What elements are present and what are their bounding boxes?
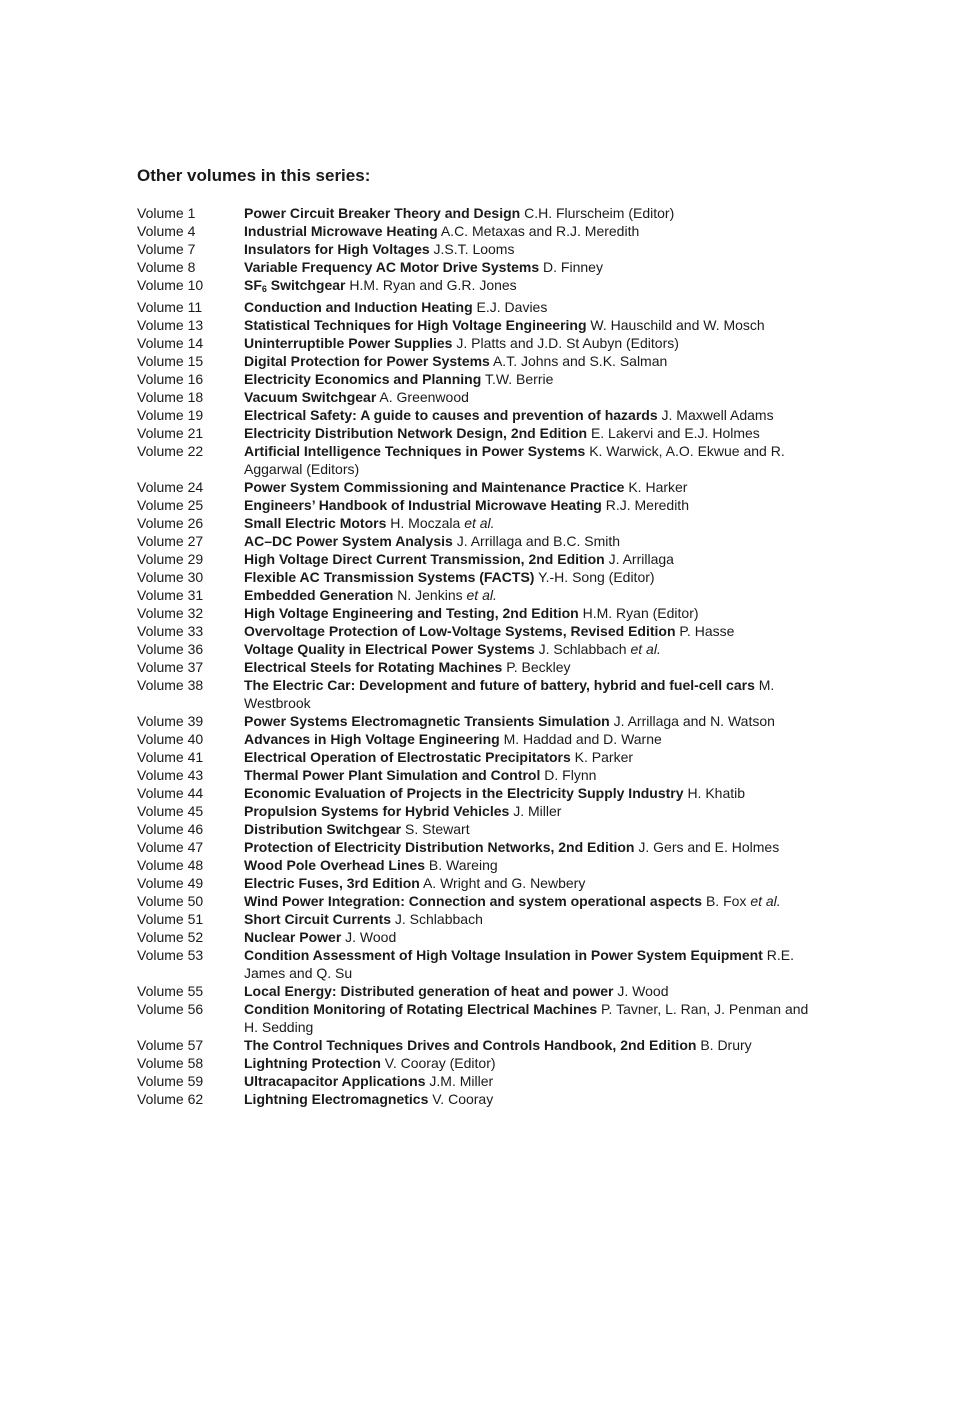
- volume-entry: [137, 748, 817, 766]
- volume-authors: J. Gers and E. Holmes: [638, 839, 780, 855]
- volume-title: [244, 497, 602, 513]
- volume-entry: [137, 838, 817, 856]
- volume-title: [244, 425, 587, 441]
- volume-title-text: Digital Protection for Power Systems: [244, 353, 490, 369]
- volume-description: [244, 928, 817, 946]
- volume-authors: E. Lakervi and E.J. Holmes: [590, 425, 760, 441]
- volume-title-text: Flexible AC Transmission Systems (FACTS): [244, 569, 535, 585]
- volume-title: [244, 551, 605, 567]
- volume-authors: D. Finney: [543, 259, 603, 275]
- volume-title: [244, 587, 393, 603]
- volume-title: [244, 785, 684, 801]
- volume-description: [244, 838, 817, 856]
- volume-number: Volume 29: [137, 551, 204, 567]
- volume-entry: [137, 532, 817, 550]
- volume-number: Volume 19: [137, 407, 204, 423]
- volume-entry: [137, 820, 817, 838]
- volume-authors-etal: et al.: [750, 893, 781, 909]
- volume-authors: Y.-H. Song (Editor): [538, 569, 655, 585]
- volume-title: [244, 259, 539, 275]
- volume-number: Volume 14: [137, 335, 204, 351]
- volume-entry: [137, 1036, 817, 1054]
- volume-title: [244, 479, 624, 495]
- volume-description: [244, 1000, 817, 1036]
- volume-title: [244, 677, 755, 693]
- volume-number: Volume 52: [137, 929, 204, 945]
- volume-entry: [137, 550, 817, 568]
- volume-title: [244, 623, 676, 639]
- volume-description: [244, 622, 817, 640]
- volume-authors: K. Warwick, A.O. Ekwue and R. Aggarwal (Editors): [244, 443, 785, 477]
- volume-description: [244, 910, 817, 928]
- volume-number: Volume 22: [137, 443, 204, 459]
- volume-description: [244, 334, 817, 352]
- volume-title-text: Small Electric Motors: [244, 515, 387, 531]
- volume-entry: [137, 640, 817, 658]
- volume-number: Volume 13: [137, 317, 204, 333]
- volume-authors: P. Beckley: [506, 659, 571, 675]
- volume-title: [244, 569, 534, 585]
- volume-authors: W. Hauschild and W. Mosch: [590, 317, 765, 333]
- volume-authors-etal: et al.: [464, 515, 495, 531]
- series-page: [137, 166, 817, 1108]
- volume-authors: J. Arrillaga: [608, 551, 674, 567]
- volume-description: [244, 352, 817, 370]
- volume-title: [244, 1073, 426, 1089]
- volume-authors: P. Tavner, L. Ran, J. Penman and H. Sedding: [244, 1001, 809, 1035]
- volume-description: [244, 604, 817, 622]
- volume-authors: A. Wright and G. Newbery: [422, 875, 586, 891]
- volume-entry: [137, 352, 817, 370]
- volume-title: [244, 911, 391, 927]
- volume-description: [244, 496, 817, 514]
- volume-number: Volume 55: [137, 983, 204, 999]
- volume-title-text: Thermal Power Plant Simulation and Control: [244, 767, 541, 783]
- volume-title: [244, 605, 579, 621]
- volume-authors: P. Hasse: [679, 623, 735, 639]
- volume-authors: H.M. Ryan (Editor): [582, 605, 699, 621]
- volume-entry: [137, 946, 817, 982]
- volume-entry: [137, 316, 817, 334]
- volume-authors: R.J. Meredith: [605, 497, 689, 513]
- volume-description: [244, 802, 817, 820]
- volume-description: [244, 820, 817, 838]
- volume-title: [244, 875, 420, 891]
- volume-entry: [137, 298, 817, 316]
- volume-title-text: Wood Pole Overhead Lines: [244, 857, 426, 873]
- volume-title-text: Power Systems Electromagnetic Transients Simulation: [244, 713, 610, 729]
- volume-number: Volume 36: [137, 641, 204, 657]
- volume-entry: [137, 676, 817, 712]
- volume-authors: B. Wareing: [428, 857, 498, 873]
- volume-number: Volume 51: [137, 911, 204, 927]
- volume-description: [244, 892, 817, 910]
- volume-number: Volume 4: [137, 223, 196, 239]
- volume-authors: B. Drury: [700, 1037, 752, 1053]
- volume-entry: [137, 658, 817, 676]
- volume-number: Volume 53: [137, 947, 204, 963]
- volume-number: Volume 44: [137, 785, 204, 801]
- volume-description: [244, 514, 817, 532]
- volume-description: [244, 240, 817, 258]
- volume-description: [244, 298, 817, 316]
- volume-entry: [137, 424, 817, 442]
- volume-title-text: Conduction and Induction Heating: [244, 299, 473, 315]
- volume-description: [244, 856, 817, 874]
- volume-number: Volume 30: [137, 569, 204, 585]
- volume-number: Volume 46: [137, 821, 204, 837]
- volume-number: Volume 24: [137, 479, 204, 495]
- volume-description: [244, 276, 817, 298]
- volume-description: [244, 946, 817, 982]
- volume-list: [137, 204, 817, 1108]
- volume-description: [244, 406, 817, 424]
- volume-number: Volume 58: [137, 1055, 204, 1071]
- volume-title: [244, 241, 430, 257]
- volume-entry: [137, 874, 817, 892]
- volume-number: Volume 33: [137, 623, 204, 639]
- volume-title: [244, 533, 453, 549]
- volume-title: [244, 299, 473, 315]
- volume-number: Volume 37: [137, 659, 204, 675]
- volume-authors: A. Greenwood: [379, 389, 469, 405]
- volume-entry: [137, 622, 817, 640]
- volume-authors: V. Cooray: [432, 1091, 494, 1107]
- volume-title-text: Condition Monitoring of Rotating Electrical Machines: [244, 1001, 598, 1017]
- volume-entry: [137, 204, 817, 222]
- volume-authors: H. Moczala: [390, 515, 461, 531]
- volume-title: [244, 821, 401, 837]
- volume-description: [244, 568, 817, 586]
- volume-entry: [137, 712, 817, 730]
- volume-description: [244, 658, 817, 676]
- volume-number: Volume 48: [137, 857, 204, 873]
- volume-authors-etal: et al.: [466, 587, 497, 603]
- volume-title: [244, 983, 614, 999]
- volume-title-text: Electrical Operation of Electrostatic Precipitators: [244, 749, 571, 765]
- volume-entry: [137, 222, 817, 240]
- volume-entry: [137, 514, 817, 532]
- volume-authors: J. Wood: [345, 929, 397, 945]
- volume-title-text: Industrial Microwave Heating: [244, 223, 438, 239]
- volume-title-text: Local Energy: Distributed generation of heat and power: [244, 983, 614, 999]
- volume-title-text: Vacuum Switchgear: [244, 389, 377, 405]
- volume-authors: J. Schlabbach: [394, 911, 483, 927]
- volume-title: [244, 1037, 696, 1053]
- volume-authors: M. Haddad and D. Warne: [503, 731, 662, 747]
- volume-title-text: Protection of Electricity Distribution Networks, 2nd Edition: [244, 839, 635, 855]
- volume-authors: S. Stewart: [405, 821, 470, 837]
- volume-authors: J. Arrillaga and N. Watson: [613, 713, 775, 729]
- volume-number: Volume 27: [137, 533, 204, 549]
- volume-title-text: Advances in High Voltage Engineering: [244, 731, 500, 747]
- volume-title-text: High Voltage Engineering and Testing, 2nd Edition: [244, 605, 579, 621]
- volume-description: [244, 1036, 817, 1054]
- volume-authors: J. Schlabbach: [538, 641, 627, 657]
- volume-description: [244, 712, 817, 730]
- volume-description: [244, 370, 817, 388]
- volume-entry: [137, 370, 817, 388]
- volume-title: [244, 335, 452, 351]
- volume-description: [244, 1072, 817, 1090]
- volume-description: [244, 586, 817, 604]
- volume-entry: [137, 1090, 817, 1108]
- volume-description: [244, 550, 817, 568]
- volume-title: [244, 317, 587, 333]
- volume-title-rest: Switchgear: [266, 277, 346, 293]
- volume-number: Volume 8: [137, 259, 196, 275]
- volume-title: [244, 659, 502, 675]
- volume-description: [244, 874, 817, 892]
- volume-description: [244, 316, 817, 334]
- volume-entry: [137, 478, 817, 496]
- volume-authors: B. Fox: [705, 893, 747, 909]
- volume-entry: [137, 1072, 817, 1090]
- volume-title: [244, 713, 610, 729]
- volume-authors: J. Wood: [617, 983, 669, 999]
- volume-number: Volume 41: [137, 749, 204, 765]
- volume-number: Volume 57: [137, 1037, 204, 1053]
- volume-authors: N. Jenkins: [397, 587, 463, 603]
- volume-title: [244, 929, 341, 945]
- volume-title-text: SF: [244, 277, 262, 293]
- volume-description: [244, 730, 817, 748]
- volume-description: [244, 766, 817, 784]
- volume-authors: T.W. Berrie: [484, 371, 554, 387]
- volume-title: [244, 515, 386, 531]
- volume-title-text: Electrical Steels for Rotating Machines: [244, 659, 503, 675]
- volume-entry: [137, 334, 817, 352]
- volume-title-text: Economic Evaluation of Projects in the Electricity Supply Industry: [244, 785, 684, 801]
- volume-number: Volume 11: [137, 299, 203, 315]
- volume-authors: J. Arrillaga and B.C. Smith: [456, 533, 621, 549]
- volume-description: [244, 1090, 817, 1108]
- volume-number: Volume 43: [137, 767, 204, 783]
- volume-number: Volume 25: [137, 497, 204, 513]
- volume-title: [244, 389, 376, 405]
- volume-title-text: Wind Power Integration: Connection and system operational aspects: [244, 893, 703, 909]
- volume-description: [244, 748, 817, 766]
- volume-entry: [137, 496, 817, 514]
- volume-title: [244, 223, 438, 239]
- volume-title: [244, 1001, 597, 1017]
- volume-title-text: High Voltage Direct Current Transmission, 2nd Edition: [244, 551, 605, 567]
- volume-title-text: Propulsion Systems for Hybrid Vehicles: [244, 803, 510, 819]
- volume-authors: M. Westbrook: [244, 677, 775, 711]
- volume-number: Volume 49: [137, 875, 204, 891]
- volume-authors: K. Harker: [628, 479, 688, 495]
- volume-title-text: Power System Commissioning and Maintenance Practice: [244, 479, 625, 495]
- volume-entry: [137, 730, 817, 748]
- volume-entry: [137, 1054, 817, 1072]
- volume-description: [244, 388, 817, 406]
- volume-number: Volume 32: [137, 605, 204, 621]
- volume-entry: [137, 856, 817, 874]
- volume-number: Volume 45: [137, 803, 204, 819]
- volume-title: [244, 1055, 381, 1071]
- volume-description: [244, 982, 817, 1000]
- volume-number: Volume 18: [137, 389, 204, 405]
- volume-title-text: Lightning Electromagnetics: [244, 1091, 429, 1107]
- volume-number: Volume 56: [137, 1001, 204, 1017]
- volume-authors: K. Parker: [574, 749, 634, 765]
- volume-authors: V. Cooray (Editor): [384, 1055, 496, 1071]
- volume-authors: D. Flynn: [544, 767, 597, 783]
- volume-title-text: Power Circuit Breaker Theory and Design: [244, 205, 521, 221]
- volume-title: [244, 407, 658, 423]
- volume-entry: [137, 802, 817, 820]
- volume-number: Volume 10: [137, 277, 204, 293]
- volume-title-subscript: 6: [261, 284, 267, 294]
- volume-number: Volume 31: [137, 587, 204, 603]
- volume-entry: [137, 982, 817, 1000]
- volume-description: [244, 1054, 817, 1072]
- volume-title: [244, 731, 500, 747]
- volume-title-text: Condition Assessment of High Voltage Insulation in Power System Equipment: [244, 947, 763, 963]
- volume-entry: [137, 406, 817, 424]
- volume-authors: R.E. James and Q. Su: [244, 947, 794, 981]
- volume-entry: [137, 928, 817, 946]
- volume-authors: A.C. Metaxas and R.J. Meredith: [440, 223, 640, 239]
- volume-number: Volume 16: [137, 371, 204, 387]
- volume-number: Volume 38: [137, 677, 204, 693]
- volume-title-text: Engineers’ Handbook of Industrial Microwave Heating: [244, 497, 602, 513]
- volume-title-text: Artificial Intelligence Techniques in Power Systems: [244, 443, 586, 459]
- volume-entry: [137, 892, 817, 910]
- volume-entry: [137, 586, 817, 604]
- volume-title: [244, 839, 634, 855]
- volume-description: [244, 258, 817, 276]
- volume-authors: J.S.T. Looms: [433, 241, 515, 257]
- volume-entry: [137, 388, 817, 406]
- volume-description: [244, 424, 817, 442]
- volume-title-text: Ultracapacitor Applications: [244, 1073, 426, 1089]
- volume-title: [244, 749, 571, 765]
- volume-number: Volume 7: [137, 241, 196, 257]
- volume-description: [244, 442, 817, 478]
- volume-number: Volume 62: [137, 1091, 204, 1107]
- volume-authors: E.J. Davies: [476, 299, 548, 315]
- volume-number: Volume 15: [137, 353, 204, 369]
- volume-authors: J. Platts and J.D. St Aubyn (Editors): [456, 335, 679, 351]
- volume-title: [244, 443, 585, 459]
- volume-title-text: Distribution Switchgear: [244, 821, 402, 837]
- volume-title-text: Lightning Protection: [244, 1055, 381, 1071]
- volume-authors: J.M. Miller: [429, 1073, 494, 1089]
- volume-description: [244, 784, 817, 802]
- volume-title-text: Statistical Techniques for High Voltage Engineering: [244, 317, 587, 333]
- volume-title-text: Uninterruptible Power Supplies: [244, 335, 453, 351]
- volume-description: [244, 222, 817, 240]
- volume-number: Volume 21: [137, 425, 204, 441]
- volume-title: [244, 767, 540, 783]
- volume-description: [244, 676, 817, 712]
- volume-entry: [137, 568, 817, 586]
- volume-authors-etal: et al.: [630, 641, 661, 657]
- volume-title: [244, 371, 481, 387]
- volume-title-text: Short Circuit Currents: [244, 911, 392, 927]
- volume-description: [244, 478, 817, 496]
- volume-description: [244, 640, 817, 658]
- volume-title-text: AC–DC Power System Analysis: [244, 533, 453, 549]
- volume-entry: [137, 784, 817, 802]
- volume-title-text: Overvoltage Protection of Low-Voltage Systems, Revised Edition: [244, 623, 676, 639]
- volume-entry: [137, 910, 817, 928]
- volume-number: Volume 40: [137, 731, 204, 747]
- volume-title-text: Electricity Distribution Network Design, 2nd Edition: [244, 425, 588, 441]
- volume-title: [244, 205, 520, 221]
- volume-number: Volume 50: [137, 893, 204, 909]
- volume-title-text: The Electric Car: Development and future of battery, hybrid and fuel-cell cars: [244, 677, 755, 693]
- volume-title-text: Voltage Quality in Electrical Power Systems: [244, 641, 535, 657]
- volume-title: [244, 803, 509, 819]
- volume-title-text: Insulators for High Voltages: [244, 241, 430, 257]
- volume-authors: C.H. Flurscheim (Editor): [524, 205, 675, 221]
- volume-title-text: Embedded Generation: [244, 587, 394, 603]
- volume-entry: [137, 442, 817, 478]
- volume-title: [244, 277, 346, 293]
- volume-title-text: Electric Fuses, 3rd Edition: [244, 875, 420, 891]
- volume-title: [244, 947, 763, 963]
- volume-authors: A.T. Johns and S.K. Salman: [492, 353, 668, 369]
- volume-number: Volume 39: [137, 713, 204, 729]
- volume-entry: [137, 240, 817, 258]
- volume-description: [244, 204, 817, 222]
- volume-authors: H. Khatib: [687, 785, 746, 801]
- volume-authors: J. Maxwell Adams: [661, 407, 774, 423]
- volume-title: [244, 857, 425, 873]
- volume-entry: [137, 766, 817, 784]
- volume-title: [244, 893, 702, 909]
- volume-title: [244, 353, 490, 369]
- volume-number: Volume 26: [137, 515, 204, 531]
- volume-title: [244, 1091, 428, 1107]
- volume-number: Volume 47: [137, 839, 204, 855]
- volume-entry: [137, 258, 817, 276]
- volume-title-text: Nuclear Power: [244, 929, 342, 945]
- volume-authors: J. Miller: [513, 803, 562, 819]
- volume-title-text: Variable Frequency AC Motor Drive Systems: [244, 259, 540, 275]
- volume-entry: [137, 276, 817, 298]
- volume-authors: H.M. Ryan and G.R. Jones: [349, 277, 517, 293]
- volume-number: Volume 59: [137, 1073, 204, 1089]
- volume-entry: [137, 1000, 817, 1036]
- volume-title: [244, 641, 535, 657]
- volume-title-text: The Control Techniques Drives and Controls Handbook, 2nd Edition: [244, 1037, 697, 1053]
- volume-entry: [137, 604, 817, 622]
- volume-title-text: Electrical Safety: A guide to causes and prevention of hazards: [244, 407, 658, 423]
- volume-description: [244, 532, 817, 550]
- volume-number: Volume 1: [137, 205, 196, 221]
- volume-title-text: Electricity Economics and Planning: [244, 371, 482, 387]
- series-heading: Other volumes in this series:: [137, 166, 371, 185]
